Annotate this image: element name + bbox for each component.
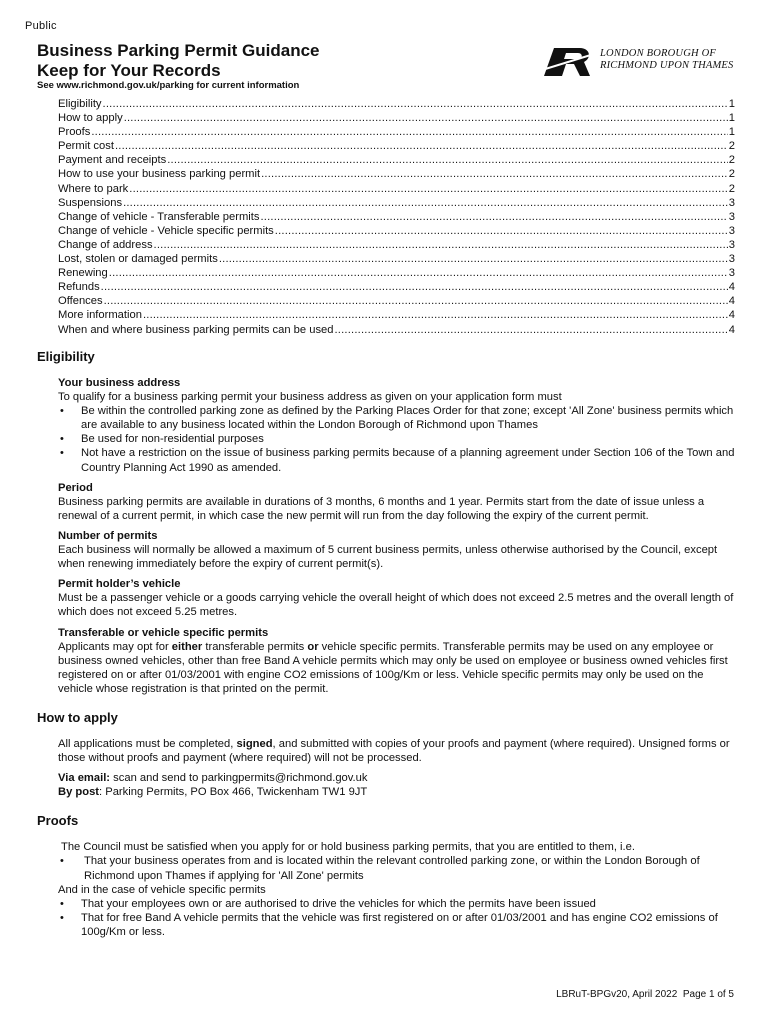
toc-row[interactable] <box>58 167 735 181</box>
toc-row[interactable] <box>58 139 735 153</box>
toc-row[interactable] <box>58 210 735 224</box>
toc-leader-dots <box>91 125 727 139</box>
toc-leader-dots <box>335 323 728 337</box>
logo-line-2: RICHMOND UPON THAMES <box>600 60 734 71</box>
list-item: • Be used for non-residential purposes <box>58 432 737 446</box>
proofs-and-text: And in the case of vehicle specific permits <box>58 883 266 896</box>
toc-page-number: 3 <box>728 224 735 237</box>
toc-leader-dots <box>123 196 728 210</box>
toc-leader-dots <box>109 266 728 280</box>
toc-label: Lost, stolen or damaged permits <box>58 253 218 266</box>
toc-leader-dots <box>275 224 728 238</box>
text-run: transferable permits <box>202 640 308 653</box>
toc-leader-dots <box>124 111 728 125</box>
toc-page-number: 1 <box>728 112 735 125</box>
business-address-intro: To qualify for a business parking permit your business address as given on your application form must <box>58 391 562 404</box>
title-line-1: Business Parking Permit Guidance <box>37 41 320 60</box>
toc-leader-dots <box>260 210 727 224</box>
toc-leader-dots <box>143 308 728 322</box>
toc-row[interactable] <box>58 196 735 210</box>
toc-label: Change of vehicle - Transferable permits <box>58 210 260 223</box>
period-heading: Period <box>58 481 93 494</box>
number-heading: Number of permits <box>58 529 158 542</box>
toc-leader-dots <box>154 238 728 252</box>
toc-label: Eligibility <box>58 98 102 110</box>
toc-page-number: 3 <box>728 267 735 280</box>
document-ref: LBRuT-BPGv20, April 2022 <box>556 989 678 1000</box>
title-line-2: Keep for Your Records <box>37 61 221 80</box>
toc-label: Payment and receipts <box>58 154 167 167</box>
proofs-section <box>58 840 737 939</box>
proofs-intro: The Council must be satisfied when you apply for or hold business parking permits, that you are entitled to them, i.e. <box>61 841 635 854</box>
toc-row[interactable] <box>58 252 735 266</box>
text-run-bold: either <box>171 640 203 653</box>
number-text: Each business will normally be allowed a maximum of 5 current business permits, unless otherwise authorised by the Council, except when renewing immediately before the expiry of current permit(s). <box>58 544 718 571</box>
post-line <box>58 785 737 799</box>
toc-label: Change of address <box>58 238 153 251</box>
toc-label: Change of vehicle - Vehicle specific permits <box>58 224 274 237</box>
vehicle-heading: Permit holder’s vehicle <box>58 578 181 591</box>
transferable-text <box>58 640 737 696</box>
list-item: • That your business operates from and is located within the relevant controlled parking zone, or within the London Borough of Richmond upon Thames if applying for 'All Zone' permits <box>58 854 737 882</box>
text-run: vehicle specific permits. Transferable permits may be used on any employee or business owned vehicles, other than free Band A vehicle permits which may only be used on employee or business owned vehicles first registered on or after 01/03/2001 with engine CO2 emissions of 100g/Km or less. Vehicle specific permits may only be used on the vehicle whose registration is that printed on the permit. <box>58 640 728 695</box>
toc-label: How to use your business parking permit <box>58 168 261 181</box>
proofs-heading: Proofs <box>37 813 79 829</box>
toc-page-number: 3 <box>728 210 735 223</box>
toc-row[interactable] <box>58 111 735 125</box>
toc-row[interactable] <box>58 280 735 294</box>
toc-label: More information <box>58 309 142 322</box>
toc-row[interactable] <box>58 97 735 111</box>
toc-leader-dots <box>104 294 728 308</box>
toc-row[interactable] <box>58 308 735 322</box>
list-item: • Be within the controlled parking zone as defined by the Parking Places Order for that zone; except 'All Zone' business permits which are available to any business located within the London Borough of Richmond upon Thames <box>58 404 737 432</box>
richmond-crest-icon <box>540 44 596 80</box>
toc-leader-dots <box>261 167 728 181</box>
toc-page-number: 4 <box>728 323 735 336</box>
logo-line-1: LONDON BOROUGH OF <box>600 48 716 59</box>
main-content <box>37 349 737 939</box>
business-address-list <box>58 404 737 474</box>
page-footer <box>556 989 734 1000</box>
toc-leader-dots <box>219 252 728 266</box>
post-text: : Parking Permits, PO Box 466, Twickenham TW1 9JT <box>99 786 368 799</box>
toc-row[interactable] <box>58 323 735 337</box>
page-number: Page 1 of 5 <box>682 989 734 1000</box>
toc-page-number: 3 <box>728 238 735 251</box>
toc-leader-dots <box>129 182 728 196</box>
eligibility-heading: Eligibility <box>37 349 95 364</box>
transferable-heading: Transferable or vehicle specific permits <box>58 626 269 639</box>
toc-page-number: 4 <box>728 309 735 322</box>
toc-label: Offences <box>58 295 103 308</box>
logo-text <box>600 48 734 72</box>
toc-page-number: 2 <box>728 168 735 181</box>
toc-page-number: 2 <box>728 140 735 153</box>
eligibility-section <box>58 376 737 696</box>
toc-row[interactable] <box>58 153 735 167</box>
text-run-bold: signed <box>236 737 273 750</box>
toc-leader-dots <box>115 139 728 153</box>
toc-row[interactable] <box>58 224 735 238</box>
council-logo <box>540 44 740 82</box>
email-label: Via email: <box>58 772 111 785</box>
table-of-contents <box>58 97 735 337</box>
toc-leader-dots <box>103 97 728 111</box>
list-item: • That your employees own or are authorised to drive the vehicles for which the permits have been issued <box>58 897 737 911</box>
how-to-apply-text <box>58 737 737 765</box>
toc-page-number: 3 <box>728 253 735 266</box>
toc-label: Renewing <box>58 267 108 280</box>
list-item: • Not have a restriction on the issue of business parking permits because of a planning agreement under Section 106 of the Town and Country Planning Act 1990 as amended. <box>58 446 737 474</box>
toc-label: Suspensions <box>58 196 123 209</box>
toc-label: Proofs <box>58 126 91 139</box>
text-run: , and submitted with copies of your proofs and payment (where required). Unsigned forms or those without proofs and payment (where required) will not be processed. <box>58 737 730 765</box>
toc-leader-dots <box>167 153 728 167</box>
toc-page-number: 4 <box>728 295 735 308</box>
vehicle-text: Must be a passenger vehicle or a goods carrying vehicle the overall height of which does not exceed 2.5 metres and the overall length of which does not exceed 5.25 metres. <box>58 592 734 619</box>
toc-label: Refunds <box>58 281 100 294</box>
toc-label: Permit cost <box>58 140 114 153</box>
list-item: • That for free Band A vehicle permits that the vehicle was first registered on or after 01/03/2001 and has engine CO2 emissions of 100g/Km or less. <box>58 911 737 939</box>
period-text: Business parking permits are available in durations of 3 months, 6 months and 1 year. Permits start from the date of issue unless a renewal of a current permit, in which case the new permit will run from the day following the expiry of the current permit. <box>58 495 705 522</box>
toc-label: When and where business parking permits can be used <box>58 323 334 336</box>
toc-page-number: 1 <box>728 126 735 139</box>
email-line <box>58 771 737 785</box>
text-run-bold: or <box>307 640 319 653</box>
toc-page-number: 2 <box>728 154 735 167</box>
text-run: Applicants may opt for <box>58 640 172 653</box>
proofs-list-1 <box>58 854 737 882</box>
toc-page-number: 1 <box>728 98 735 110</box>
toc-row[interactable] <box>58 238 735 252</box>
how-to-apply-heading: How to apply <box>37 709 118 725</box>
toc-row[interactable] <box>58 125 735 139</box>
toc-row[interactable] <box>58 182 735 196</box>
toc-label: How to apply <box>58 112 123 125</box>
page-title <box>37 41 319 81</box>
toc-page-number: 2 <box>728 182 735 195</box>
proofs-list-2 <box>58 897 737 939</box>
toc-leader-dots <box>101 280 728 294</box>
subtitle: See www.richmond.gov.uk/parking for current information <box>37 80 300 91</box>
post-label: By post <box>58 786 100 799</box>
business-address-heading: Your business address <box>58 377 181 389</box>
classification-label: Public <box>25 20 57 32</box>
toc-label: Where to park <box>58 182 129 195</box>
email-text: scan and send to parkingpermits@richmond.gov.uk <box>110 772 368 785</box>
text-run: All applications must be completed, <box>58 737 237 750</box>
toc-page-number: 3 <box>728 196 735 209</box>
how-to-apply-section <box>58 737 737 799</box>
toc-page-number: 4 <box>728 281 735 294</box>
toc-row[interactable] <box>58 266 735 280</box>
toc-row[interactable] <box>58 294 735 308</box>
